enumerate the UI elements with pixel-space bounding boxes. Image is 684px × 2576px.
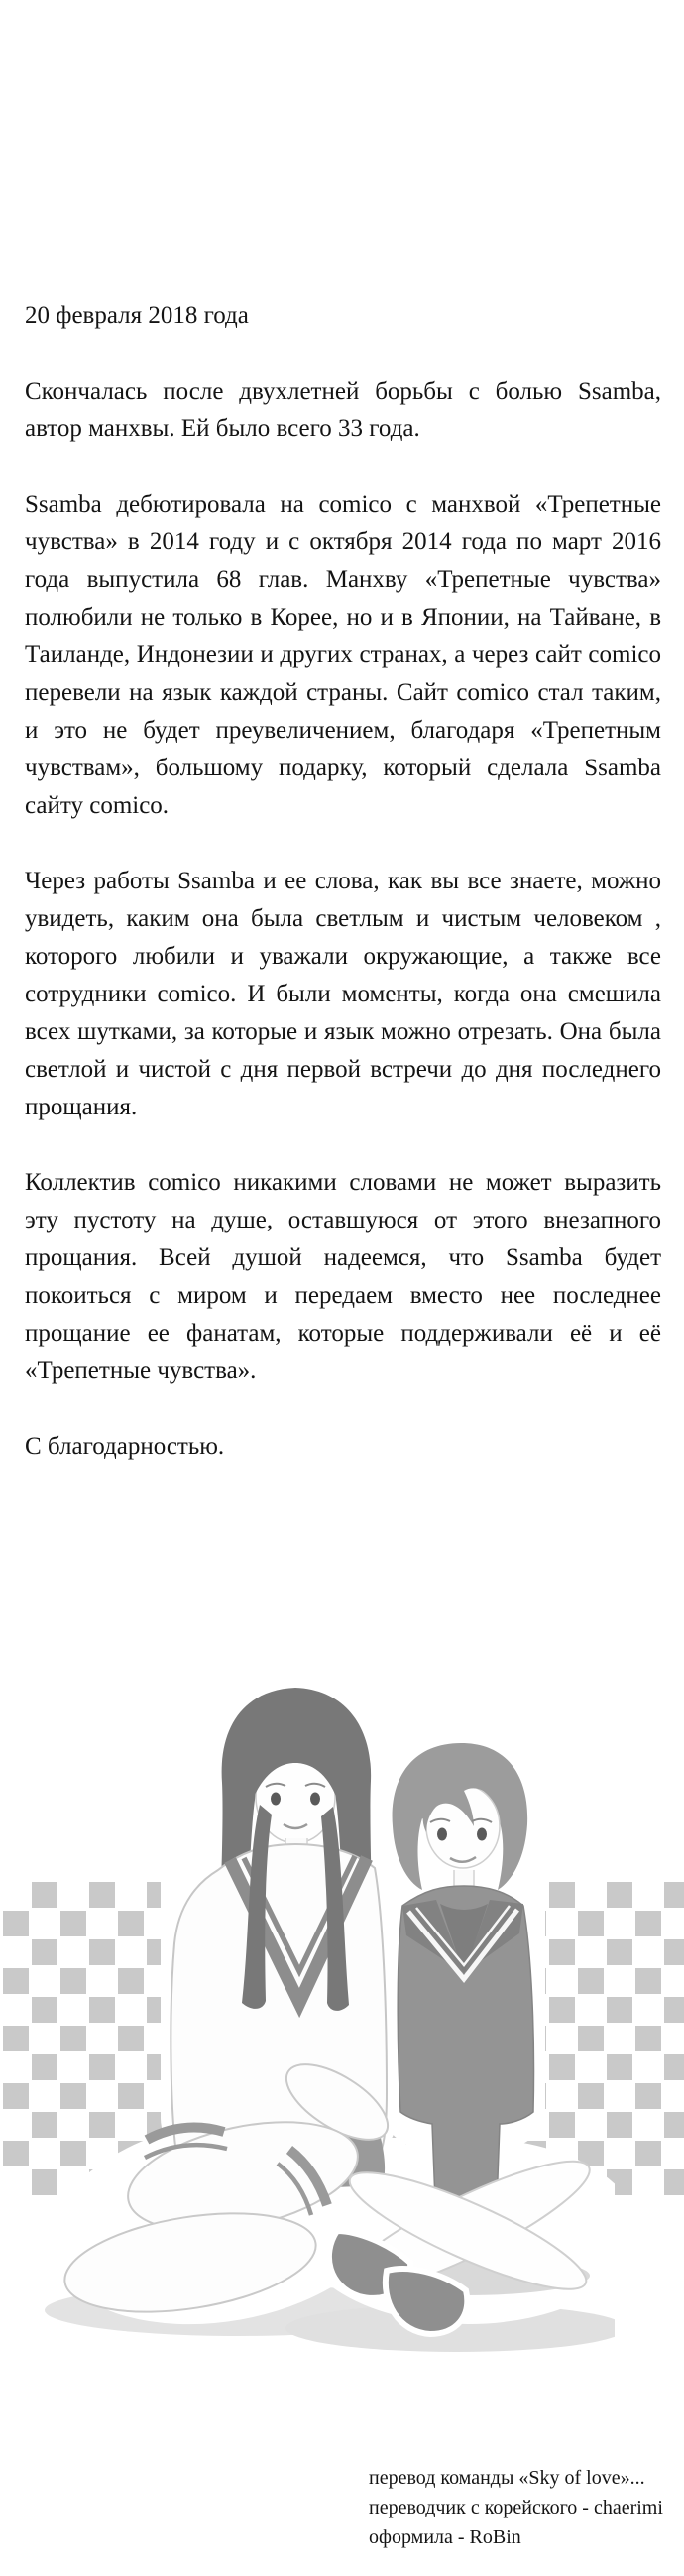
two-girls-illustration — [0, 1676, 684, 2400]
memo-date-line: 20 февраля 2018 года — [25, 302, 249, 329]
memo-paragraph: Ssamba дебютировала на comico с манхвой «Трепетные чувства» в 2014 году и с октября 2014 года по март 2016 года выпустила 68 глав. Манхву «Трепетные чувства» полюбили не только в Корее, но и в Японии, на Тайване, в Таиланде, Индонезии и других странах, а через сайт comico перевели на язык каждой страны. Сайт comico стал таким, и это не будет преувеличением, благодаря «Трепетным чувствам», большому подарку, который сделала Ssamba сайту comico. — [25, 491, 661, 819]
credit-translator: переводчик с корейского - chaerimi — [369, 2497, 663, 2518]
memo-closing-line: С благодарностью. — [25, 1433, 225, 1460]
translation-credits — [369, 2463, 663, 2552]
credit-team: перевод команды «Sky of love»... — [369, 2467, 645, 2489]
memo-paragraph: Коллектив comico никакими словами не может выразить эту пустоту на душе, оставшуюся от этого внезапного прощания. Всей душой надеемся, что Ssamba будет покоиться с миром и передаем вместо нее последнее прощание ее фанатам, которые поддерживали её и её «Трепетные чувства». — [25, 1169, 661, 1384]
memo-paragraph: Скончалась после двухлетней борьбы с болью Ssamba, автор манхвы. Ей было всего 33 года. — [25, 378, 661, 442]
two-girls-drawing — [40, 1676, 615, 2380]
credit-typesetter: оформила - RoBin — [369, 2526, 521, 2548]
memo-paragraph: Через работы Ssamba и ее слова, как вы все знаете, можно увидеть, каким она была светлым и чистым человеком , которого любили и уважали окружающие, а также все сотрудники comico. И были моменты, когда она смешила всех шутками, за которые и язык можно отрезать. Она была светлой и чистой с дня первой встречи до дня последнего прощания. — [25, 868, 661, 1120]
memorial-text — [25, 297, 661, 1503]
